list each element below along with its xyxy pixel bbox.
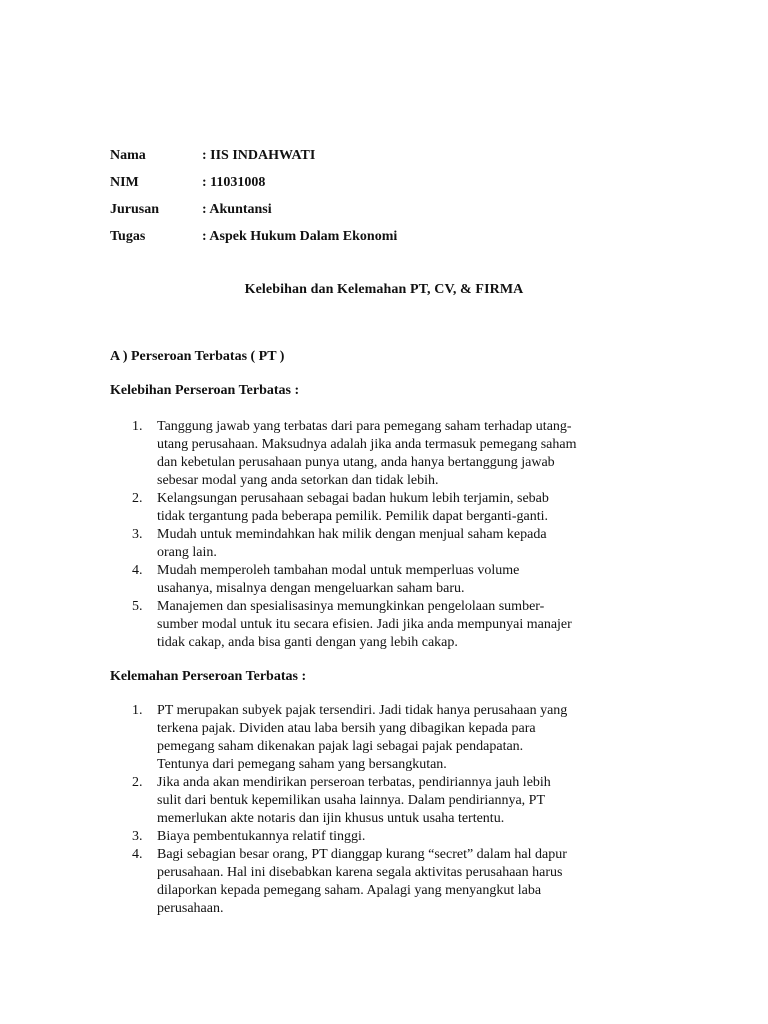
- document-title: Kelebihan dan Kelemahan PT, CV, & FIRMA: [244, 282, 524, 297]
- list-item: [110, 774, 630, 828]
- item-line: utang perusahaan. Maksudnya adalah jika anda termasuk pemegang saham: [157, 437, 577, 452]
- item-line: dilaporkan kepada pemegang saham. Apalagi yang menyangkut laba: [157, 883, 542, 898]
- list-number: 3.: [132, 527, 143, 542]
- item-line: tidak tergantung pada beberapa pemilik. Pemilik dapat berganti-ganti.: [157, 509, 548, 524]
- item-line: dan kebetulan perusahaan punya utang, anda hanya bertanggung jawab: [157, 455, 555, 470]
- item-line: sebesar modal yang anda setorkan dan tidak lebih.: [157, 473, 439, 488]
- item-line: Mudah memperoleh tambahan modal untuk memperluas volume: [157, 563, 520, 578]
- item-line: sumber modal untuk itu secara efisien. Jadi jika anda mempunyai manajer: [157, 617, 572, 632]
- item-line: perusahaan. Hal ini disebabkan karena segala aktivitas perusahaan harus: [157, 865, 563, 880]
- item-line: Mudah untuk memindahkan hak milik dengan menjual saham kepada: [157, 527, 547, 542]
- list-item: [110, 846, 630, 918]
- list-number: 3.: [132, 829, 143, 844]
- item-line: Jika anda akan mendirikan perseroan terbatas, pendiriannya jauh lebih: [157, 775, 551, 790]
- list-number: 4.: [132, 563, 143, 578]
- info-label: Jurusan: [110, 202, 160, 217]
- item-line: pemegang saham dikenakan pajak lagi sebagai pajak pendapatan.: [157, 739, 524, 754]
- list-item: [110, 702, 630, 774]
- kelebihan-list: [110, 418, 630, 652]
- list-number: 1.: [132, 703, 143, 718]
- list-item: [110, 562, 630, 598]
- item-line: sulit dari bentuk kepemilikan usaha lainnya. Dalam pendiriannya, PT: [157, 793, 546, 808]
- list-item: [110, 598, 630, 652]
- list-item: [110, 418, 630, 490]
- list-number: 4.: [132, 847, 143, 862]
- info-label: Nama: [110, 148, 146, 163]
- item-line: memerlukan akte notaris dan ijin khusus untuk usaha tertentu.: [157, 811, 505, 826]
- item-line: Tentunya dari pemegang saham yang bersangkutan.: [157, 757, 447, 772]
- list-item: [110, 490, 630, 526]
- item-line: PT merupakan subyek pajak tersendiri. Jadi tidak hanya perusahaan yang: [157, 703, 568, 718]
- info-label: NIM: [110, 175, 139, 190]
- item-line: perusahaan.: [157, 901, 224, 916]
- info-label: Tugas: [110, 229, 146, 244]
- item-line: usahanya, misalnya dengan mengeluarkan saham baru.: [157, 581, 465, 596]
- info-value: : 11031008: [202, 175, 266, 190]
- item-line: terkena pajak. Dividen atau laba bersih yang dibagikan kepada para: [157, 721, 536, 736]
- list-item: [110, 828, 630, 846]
- info-value: : IIS INDAHWATI: [202, 148, 316, 163]
- section-heading-pt: A ) Perseroan Terbatas ( PT ): [110, 349, 285, 364]
- item-line: Tanggung jawab yang terbatas dari para pemegang saham terhadap utang-: [157, 419, 572, 434]
- list-number: 2.: [132, 775, 143, 790]
- kelemahan-heading: Kelemahan Perseroan Terbatas :: [110, 669, 307, 684]
- item-line: Bagi sebagian besar orang, PT dianggap kurang “secret” dalam hal dapur: [157, 847, 567, 862]
- list-number: 5.: [132, 599, 143, 614]
- item-line: tidak cakap, anda bisa ganti dengan yang lebih cakap.: [157, 635, 458, 650]
- info-value: : Aspek Hukum Dalam Ekonomi: [202, 229, 398, 244]
- item-line: orang lain.: [157, 545, 217, 560]
- kelebihan-heading: Kelebihan Perseroan Terbatas :: [110, 383, 300, 398]
- list-number: 1.: [132, 419, 143, 434]
- list-number: 2.: [132, 491, 143, 506]
- item-line: Biaya pembentukannya relatif tinggi.: [157, 829, 366, 844]
- list-item: [110, 526, 630, 562]
- kelemahan-list: [110, 702, 630, 918]
- item-line: Manajemen dan spesialisasinya memungkinkan pengelolaan sumber-: [157, 599, 545, 614]
- info-value: : Akuntansi: [202, 202, 272, 217]
- item-line: Kelangsungan perusahaan sebagai badan hukum lebih terjamin, sebab: [157, 491, 549, 506]
